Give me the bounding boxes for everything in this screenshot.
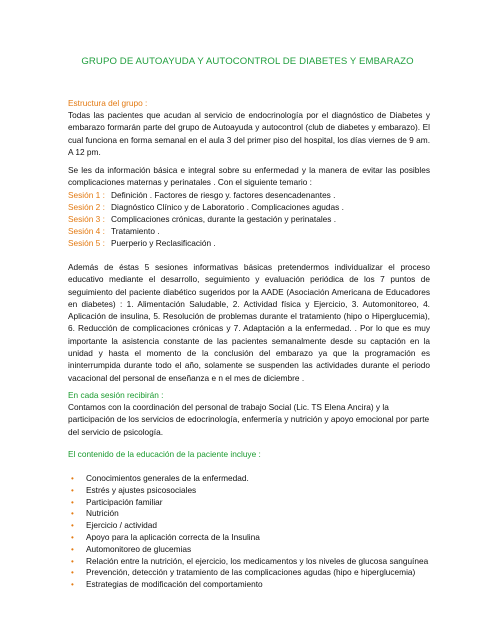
list-item bbox=[68, 508, 428, 520]
bullet-dot-icon: • bbox=[71, 556, 74, 566]
list-item bbox=[68, 532, 428, 544]
list-item bbox=[68, 473, 428, 485]
list-item-text: Estrés y ajustes psicosociales bbox=[86, 484, 197, 495]
bullet-dot-icon: • bbox=[71, 474, 74, 483]
list-item-text: Automonitoreo de glucemias bbox=[86, 543, 192, 554]
cada-sesion-heading: En cada sesión recibirán : bbox=[68, 390, 164, 400]
list-item-text: Conocimientos generales de la enfermedad. bbox=[86, 473, 249, 483]
sesion-text: Definición . Factores de riesgo y. factores desencadenantes . bbox=[111, 190, 336, 200]
sesion-4 bbox=[68, 225, 160, 237]
bullet-dot-icon: • bbox=[71, 509, 74, 519]
sesion-text: Diagnóstico Clínico y de Laboratorio . Complicaciones agudas . bbox=[111, 202, 344, 212]
sesion-label: Sesión 5 : bbox=[68, 238, 105, 248]
sesion-2 bbox=[68, 201, 344, 213]
list-item bbox=[68, 579, 428, 591]
contenido-heading: El contenido de la educación de la paciente incluye : bbox=[68, 449, 261, 459]
bullet-dot-icon: • bbox=[71, 485, 74, 495]
bullet-dot-icon: • bbox=[71, 521, 74, 531]
estructura-heading: Estructura del grupo : bbox=[68, 98, 148, 108]
bullet-dot-icon: • bbox=[71, 544, 74, 554]
list-item bbox=[68, 567, 428, 579]
list-item bbox=[68, 485, 428, 497]
list-item-text: Prevención, detección y tratamiento de las complicaciones agudas (hipo e hiperglucemia) bbox=[86, 567, 416, 578]
bullet-dot-icon: • bbox=[71, 568, 74, 578]
bullet-dot-icon: • bbox=[71, 580, 74, 590]
sesion-label: Sesión 3 : bbox=[68, 214, 105, 224]
list-item bbox=[68, 520, 428, 532]
bullet-dot-icon: • bbox=[71, 497, 74, 507]
sesion-text: Puerperio y Reclasificación . bbox=[111, 238, 216, 248]
list-item-text: Participación familiar bbox=[86, 496, 163, 507]
sesion-text: Tratamiento . bbox=[111, 226, 160, 236]
sesion-5 bbox=[68, 237, 216, 249]
list-item-text: Apoyo para la aplicación correcta de la Insulina bbox=[86, 531, 260, 542]
document-title: GRUPO DE AUTOAYUDA Y AUTOCONTROL DE DIABETES Y EMBARAZO bbox=[81, 56, 414, 67]
temario-intro-paragraph: Se les da información básica e integral sobre su enfermedad y la manera de evitar las posibles complicaciones maternas y perinatales . Con el siguiente temario : bbox=[68, 165, 430, 188]
list-item-text: Estrategias de modificación del comportamiento bbox=[86, 579, 263, 590]
bullet-dot-icon: • bbox=[71, 532, 74, 542]
list-item-text: Nutrición bbox=[86, 508, 119, 519]
list-item-text: Ejercicio / actividad bbox=[86, 520, 158, 531]
list-item-text: Relación entre la nutrición, el ejercicio, los medicamentos y los niveles de glucosa sanguínea bbox=[86, 555, 429, 566]
list-item bbox=[68, 544, 428, 556]
contenido-list bbox=[68, 473, 428, 591]
sesion-1 bbox=[68, 189, 335, 201]
sesion-label: Sesión 1 : bbox=[68, 190, 105, 200]
seguimiento-paragraph: Además de éstas 5 sesiones informativas básicas pretendermos individualizar el proceso educativo mediante el desarrollo, seguimiento y evaluación periódica de los 7 puntos de seguimiento del paciente diabético sugeridos por la AADE (Asociación Americana de Educadores en diabetes) : 1. Alimentación Saludable, 2. Actividad física y Ejercicio, 3. Automonitoreo, 4. Aplicación de insulina, 5. Resolución de problemas durante el tratamiento (hipo o Hiperglucemia), 6. Reducción de complicaciones crónicas y 7. Adaptación a la enfermedad. . Por lo que es muy importante la asistencia constante de las pacientes semanalmente desde su captación en la unidad y hasta el momento de la conclusión del embarazo ya que la programación es ininterrumpida durante todo el año, solamente se suspenden las actividades durante el periodo vacacional del personal de enseñanza e n el mes de diciembre . bbox=[68, 262, 430, 383]
list-item bbox=[68, 556, 428, 568]
sesion-label: Sesión 2 : bbox=[68, 202, 105, 212]
list-item bbox=[68, 497, 428, 509]
sesion-text: Complicaciones crónicas, durante la gestación y perinatales . bbox=[111, 214, 337, 224]
cada-sesion-paragraph: Contamos con la coordinación del personal de trabajo Social (Lic. TS Elena Ancira) y la participación de los servicios de edocrinología, enfermería y nutrición y apoyo emocional por parte del servicio de psicología. bbox=[68, 402, 430, 437]
estructura-paragraph: Todas las pacientes que acudan al servicio de endocrinología por el diagnóstico de Diabetes y embarazo formarán parte del grupo de Autoayuda y autocontrol (club de diabetes y embarazo). El cual funciona en forma semanal en el aula 3 del primer piso del hospital, los días viernes de 9 am. A 12 pm. bbox=[68, 110, 430, 157]
sesion-3 bbox=[68, 213, 336, 225]
sesion-label: Sesión 4 : bbox=[68, 226, 105, 236]
